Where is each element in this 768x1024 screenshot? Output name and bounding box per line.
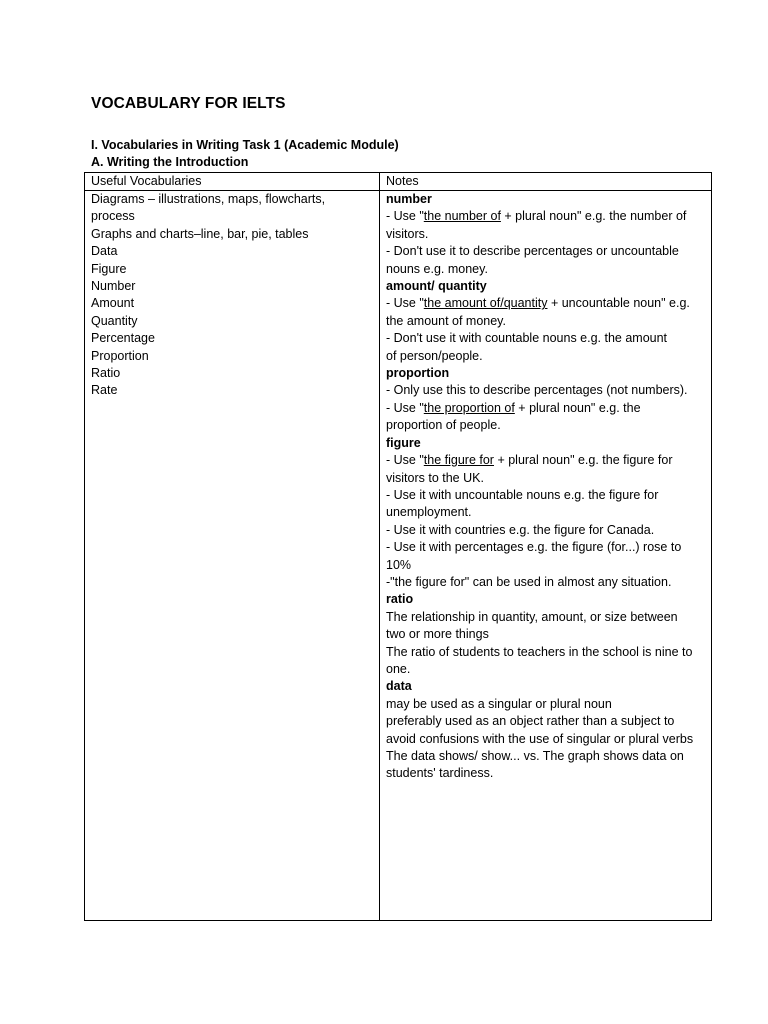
note-heading-figure: figure bbox=[386, 435, 421, 450]
note-text: - Use " bbox=[386, 453, 424, 468]
note-line: may be used as a singular or plural noun bbox=[386, 696, 612, 711]
note-underlined-phrase: the proportion of bbox=[423, 400, 515, 415]
header-useful-vocabularies: Useful Vocabularies bbox=[91, 174, 202, 188]
vocab-item: Proportion bbox=[91, 348, 149, 363]
note-line bbox=[386, 452, 708, 469]
note-line: The data shows/ show... vs. The graph shows data on bbox=[386, 749, 684, 763]
note-line: The relationship in quantity, amount, or size between bbox=[386, 609, 678, 624]
note-line: The ratio of students to teachers in the school is nine to bbox=[386, 644, 693, 659]
document-title: VOCABULARY FOR IELTS bbox=[91, 95, 286, 112]
vocab-item: Data bbox=[91, 244, 118, 259]
note-line: -"the figure for" can be used in almost any situation. bbox=[386, 574, 672, 589]
note-text: + plural noun" e.g. the bbox=[514, 400, 641, 415]
note-text: - Use " bbox=[386, 400, 424, 415]
note-heading-proportion: proportion bbox=[386, 366, 450, 381]
note-heading-data: data bbox=[386, 679, 412, 694]
note-line bbox=[386, 400, 708, 417]
vocab-item: Graphs and charts–line, bar, pie, tables bbox=[91, 226, 309, 241]
note-line: preferably used as an object rather than a subject to bbox=[386, 714, 675, 729]
note-line: the amount of money. bbox=[386, 313, 506, 328]
note-line: two or more things bbox=[386, 627, 489, 642]
note-line: proportion of people. bbox=[386, 418, 501, 433]
subsection-title: A. Writing the Introduction bbox=[91, 155, 249, 169]
note-text: + uncountable noun" e.g. bbox=[547, 296, 690, 311]
note-heading-number: number bbox=[386, 192, 432, 206]
column-divider bbox=[379, 173, 380, 920]
note-line: - Don't use it with countable nouns e.g. the amount bbox=[386, 331, 668, 346]
vocab-item: Figure bbox=[91, 261, 127, 276]
vocab-item: Amount bbox=[91, 296, 135, 311]
note-underlined-phrase: the number of bbox=[423, 209, 501, 224]
note-underlined-phrase: the figure for bbox=[423, 453, 494, 468]
note-line: of person/people. bbox=[386, 348, 483, 363]
header-notes: Notes bbox=[386, 174, 419, 188]
note-line: - Use it with percentages e.g. the figure (for...) rose to bbox=[386, 540, 682, 555]
notes-column bbox=[386, 191, 708, 783]
vocab-item: Ratio bbox=[91, 366, 121, 381]
note-line: nouns e.g. money. bbox=[386, 261, 488, 276]
vocab-item: Percentage bbox=[91, 331, 155, 346]
note-line: visitors. bbox=[386, 226, 429, 241]
note-line: one. bbox=[386, 661, 411, 676]
note-heading-ratio: ratio bbox=[386, 592, 414, 607]
vocab-item: Quantity bbox=[91, 313, 138, 328]
note-line bbox=[386, 295, 708, 312]
note-text: + plural noun" e.g. the number of bbox=[500, 209, 687, 224]
note-line: 10% bbox=[386, 557, 412, 572]
note-text: - Use " bbox=[386, 209, 424, 224]
note-heading-amount-quantity: amount/ quantity bbox=[386, 279, 487, 294]
note-line: avoid confusions with the use of singular or plural verbs bbox=[386, 731, 694, 746]
vocab-item: process bbox=[91, 209, 135, 224]
section-title: I. Vocabularies in Writing Task 1 (Academic Module) bbox=[91, 138, 399, 152]
note-line: students' tardiness. bbox=[386, 766, 494, 781]
note-line bbox=[386, 208, 708, 225]
vocab-item: Number bbox=[91, 279, 136, 294]
note-text: - Use " bbox=[386, 296, 424, 311]
vocabulary-list bbox=[91, 191, 373, 400]
note-line: - Don't use it to describe percentages or uncountable bbox=[386, 244, 679, 259]
vocab-item: Diagrams – illustrations, maps, flowcharts, bbox=[91, 192, 326, 206]
note-text: + plural noun" e.g. the figure for bbox=[493, 453, 673, 468]
note-underlined-phrase: the amount of/quantity bbox=[423, 296, 548, 311]
note-line: visitors to the UK. bbox=[386, 470, 484, 485]
note-line: - Use it with countries e.g. the figure for Canada. bbox=[386, 522, 655, 537]
note-line: - Use it with uncountable nouns e.g. the figure for bbox=[386, 487, 659, 502]
vocabulary-table bbox=[84, 172, 712, 921]
vocab-item: Rate bbox=[91, 383, 118, 398]
note-line: - Only use this to describe percentages (not numbers). bbox=[386, 383, 688, 398]
note-line: unemployment. bbox=[386, 505, 472, 520]
